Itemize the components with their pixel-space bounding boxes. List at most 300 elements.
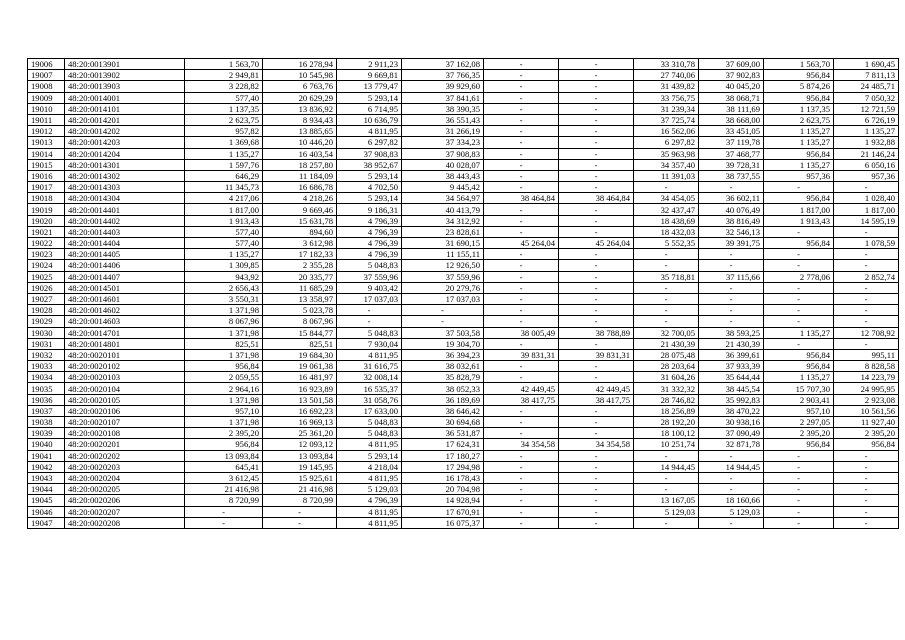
value-cell-8: 40 076,49 — [699, 204, 764, 215]
value-cell-4: 31 690,15 — [402, 238, 484, 249]
value-cell-7: 18 438,69 — [634, 215, 699, 226]
row-number-cell: 19032 — [28, 349, 65, 360]
value-cell-9: - — [764, 484, 834, 495]
value-cell-4: 36 531,87 — [402, 428, 484, 439]
value-cell-2: 10 545,98 — [263, 70, 337, 81]
cadastral-number-cell: 48:20:0020108 — [65, 428, 185, 439]
value-cell-6: - — [559, 428, 634, 439]
value-cell-9: 956,84 — [764, 361, 834, 372]
value-cell-10: 1 028,40 — [834, 193, 899, 204]
value-cell-9: - — [764, 249, 834, 260]
value-cell-5: - — [484, 316, 559, 327]
value-cell-5: - — [484, 137, 559, 148]
value-cell-2: 8 720,99 — [263, 495, 337, 506]
value-cell-1: 1 371,98 — [185, 305, 263, 316]
value-cell-7: - — [634, 293, 699, 304]
row-number-cell: 19026 — [28, 282, 65, 293]
value-cell-4: 12 926,50 — [402, 260, 484, 271]
value-cell-10: 1 135,27 — [834, 126, 899, 137]
value-cell-9: 1 135,27 — [764, 159, 834, 170]
value-cell-4: 40 028,07 — [402, 159, 484, 170]
value-cell-7: - — [634, 472, 699, 483]
row-number-cell: 19011 — [28, 114, 65, 125]
value-cell-8: - — [699, 182, 764, 193]
value-cell-4: 40 413,79 — [402, 204, 484, 215]
cadastral-number-cell: 48:20:0014402 — [65, 215, 185, 226]
value-cell-4: - — [402, 316, 484, 327]
value-cell-6: - — [559, 215, 634, 226]
table-row — [28, 249, 899, 260]
value-cell-6: - — [559, 137, 634, 148]
value-cell-3: 4 811,95 — [337, 126, 402, 137]
value-cell-4: 35 828,79 — [402, 372, 484, 383]
value-cell-7: - — [634, 260, 699, 271]
value-cell-7: - — [634, 450, 699, 461]
value-cell-3: 4 796,39 — [337, 238, 402, 249]
value-cell-10: - — [834, 495, 899, 506]
table-row — [28, 126, 899, 137]
value-cell-1: 957,10 — [185, 405, 263, 416]
value-cell-5: - — [484, 81, 559, 92]
value-cell-2: 19 684,30 — [263, 349, 337, 360]
row-number-cell: 19030 — [28, 327, 65, 338]
value-cell-4: 37 908,83 — [402, 148, 484, 159]
cadastral-number-cell: 48:20:0013903 — [65, 81, 185, 92]
value-cell-7: - — [634, 484, 699, 495]
value-cell-7: 13 167,05 — [634, 495, 699, 506]
value-cell-3: 4 811,95 — [337, 517, 402, 528]
value-cell-10: 2 852,74 — [834, 271, 899, 282]
value-cell-6: - — [559, 126, 634, 137]
value-cell-1: 825,51 — [185, 338, 263, 349]
value-cell-6: - — [559, 282, 634, 293]
value-cell-8: 37 609,00 — [699, 59, 764, 70]
value-cell-6: - — [559, 417, 634, 428]
value-cell-2: 16 923,89 — [263, 383, 337, 394]
value-cell-6: - — [559, 461, 634, 472]
value-cell-5: 39 831,31 — [484, 349, 559, 360]
value-cell-9: 1 135,27 — [764, 327, 834, 338]
value-cell-8: 32 546,13 — [699, 226, 764, 237]
value-cell-8: 38 445,54 — [699, 383, 764, 394]
value-cell-6: 34 354,58 — [559, 439, 634, 450]
value-cell-7: 6 297,82 — [634, 137, 699, 148]
value-cell-2: - — [263, 517, 337, 528]
value-cell-8: 40 045,20 — [699, 81, 764, 92]
row-number-cell: 19019 — [28, 204, 65, 215]
value-cell-6: - — [559, 182, 634, 193]
value-cell-10: - — [834, 226, 899, 237]
value-cell-5: - — [484, 506, 559, 517]
value-cell-2: 13 358,97 — [263, 293, 337, 304]
value-cell-2: 10 446,20 — [263, 137, 337, 148]
value-cell-3: 9 403,42 — [337, 282, 402, 293]
value-cell-6: - — [559, 81, 634, 92]
value-cell-5: - — [484, 372, 559, 383]
value-cell-7: 28 192,20 — [634, 417, 699, 428]
value-cell-5: - — [484, 59, 559, 70]
value-cell-9: 1 817,00 — [764, 204, 834, 215]
table-row — [28, 59, 899, 70]
row-number-cell: 19018 — [28, 193, 65, 204]
value-cell-1: 956,84 — [185, 361, 263, 372]
value-cell-1: 956,84 — [185, 439, 263, 450]
cadastral-number-cell: 48:20:0013901 — [65, 59, 185, 70]
value-cell-5: 45 264,04 — [484, 238, 559, 249]
value-cell-9: - — [764, 506, 834, 517]
row-number-cell: 19042 — [28, 461, 65, 472]
value-cell-8: 38 816,49 — [699, 215, 764, 226]
value-cell-3: 5 048,83 — [337, 417, 402, 428]
value-cell-1: 4 217,06 — [185, 193, 263, 204]
value-cell-1: 3 612,45 — [185, 472, 263, 483]
value-cell-8: 36 399,61 — [699, 349, 764, 360]
cadastral-number-cell: 48:20:0014301 — [65, 159, 185, 170]
cadastral-number-cell: 48:20:0020206 — [65, 495, 185, 506]
value-cell-8: 37 119,78 — [699, 137, 764, 148]
value-cell-8: 37 468,77 — [699, 148, 764, 159]
value-cell-7: 18 432,03 — [634, 226, 699, 237]
value-cell-8: 5 129,03 — [699, 506, 764, 517]
value-cell-1: 3 550,31 — [185, 293, 263, 304]
row-number-cell: 19021 — [28, 226, 65, 237]
value-cell-3: 5 293,14 — [337, 170, 402, 181]
table-row — [28, 114, 899, 125]
value-cell-3: 6 714,95 — [337, 103, 402, 114]
value-cell-7: 5 552,35 — [634, 238, 699, 249]
value-cell-4: 17 180,27 — [402, 450, 484, 461]
value-cell-9: 2 297,05 — [764, 417, 834, 428]
value-cell-3: 5 293,14 — [337, 92, 402, 103]
value-cell-8: - — [699, 249, 764, 260]
value-cell-9: - — [764, 226, 834, 237]
value-cell-3: 4 218,04 — [337, 461, 402, 472]
value-cell-9: 956,84 — [764, 148, 834, 159]
value-cell-5: - — [484, 249, 559, 260]
value-cell-1: 577,40 — [185, 92, 263, 103]
value-cell-2: 17 182,33 — [263, 249, 337, 260]
value-cell-7: 28 203,64 — [634, 361, 699, 372]
value-cell-6: - — [559, 148, 634, 159]
value-cell-5: - — [484, 159, 559, 170]
value-cell-4: 19 304,70 — [402, 338, 484, 349]
table-row — [28, 293, 899, 304]
value-cell-7: 35 963,98 — [634, 148, 699, 159]
value-cell-10: - — [834, 305, 899, 316]
value-cell-6: - — [559, 226, 634, 237]
value-cell-9: - — [764, 305, 834, 316]
row-number-cell: 19040 — [28, 439, 65, 450]
value-cell-6: - — [559, 159, 634, 170]
cadastral-number-cell: 48:20:0020104 — [65, 383, 185, 394]
value-cell-2: 13 501,58 — [263, 394, 337, 405]
table-row — [28, 472, 899, 483]
value-cell-4: - — [402, 305, 484, 316]
value-cell-1: 1 371,98 — [185, 394, 263, 405]
table-row — [28, 282, 899, 293]
value-cell-10: 21 146,24 — [834, 148, 899, 159]
value-cell-7: 5 129,03 — [634, 506, 699, 517]
value-cell-8: 37 115,66 — [699, 271, 764, 282]
cadastral-number-cell: 48:20:0014404 — [65, 238, 185, 249]
value-cell-7: 33 756,75 — [634, 92, 699, 103]
value-cell-1: 1 371,98 — [185, 417, 263, 428]
value-cell-1: 957,82 — [185, 126, 263, 137]
value-cell-8: - — [699, 517, 764, 528]
value-cell-2: 8 067,96 — [263, 316, 337, 327]
cadastral-number-cell: 48:20:0014204 — [65, 148, 185, 159]
value-cell-10: 6 726,19 — [834, 114, 899, 125]
value-cell-1: 1 309,85 — [185, 260, 263, 271]
value-cell-6: - — [559, 316, 634, 327]
value-cell-10: - — [834, 260, 899, 271]
cadastral-number-cell: 48:20:0020204 — [65, 472, 185, 483]
value-cell-7: - — [634, 282, 699, 293]
value-cell-3: 5 048,83 — [337, 327, 402, 338]
value-cell-9: 956,84 — [764, 238, 834, 249]
cadastral-number-cell: 48:20:0014202 — [65, 126, 185, 137]
value-cell-6: - — [559, 114, 634, 125]
table-row — [28, 260, 899, 271]
value-cell-10: - — [834, 182, 899, 193]
value-cell-5: - — [484, 260, 559, 271]
value-cell-2: 16 481,97 — [263, 372, 337, 383]
value-cell-2: 21 416,98 — [263, 484, 337, 495]
row-number-cell: 19025 — [28, 271, 65, 282]
row-number-cell: 19013 — [28, 137, 65, 148]
value-cell-2: 15 631,78 — [263, 215, 337, 226]
value-cell-2: 13 885,65 — [263, 126, 337, 137]
value-cell-4: 36 551,43 — [402, 114, 484, 125]
value-cell-3: 37 908,83 — [337, 148, 402, 159]
table-row — [28, 70, 899, 81]
value-cell-4: 17 037,03 — [402, 293, 484, 304]
value-cell-8: 38 593,25 — [699, 327, 764, 338]
value-cell-2: 16 692,23 — [263, 405, 337, 416]
value-cell-4: 38 390,35 — [402, 103, 484, 114]
value-cell-8: 37 090,49 — [699, 428, 764, 439]
value-cell-8: 37 933,39 — [699, 361, 764, 372]
value-cell-10: 12 708,92 — [834, 327, 899, 338]
value-cell-4: 34 564,97 — [402, 193, 484, 204]
value-cell-10: 1 078,59 — [834, 238, 899, 249]
value-cell-6: - — [559, 484, 634, 495]
value-cell-4: 37 503,58 — [402, 327, 484, 338]
value-cell-9: 2 903,41 — [764, 394, 834, 405]
value-cell-2: 16 278,94 — [263, 59, 337, 70]
row-number-cell: 19010 — [28, 103, 65, 114]
value-cell-6: - — [559, 249, 634, 260]
value-cell-3: 31 616,75 — [337, 361, 402, 372]
table-row — [28, 405, 899, 416]
value-cell-7: 35 718,81 — [634, 271, 699, 282]
value-cell-6: 38 417,75 — [559, 394, 634, 405]
cadastral-number-cell: 48:20:0014701 — [65, 327, 185, 338]
value-cell-1: 1 817,00 — [185, 204, 263, 215]
value-cell-4: 17 670,91 — [402, 506, 484, 517]
value-cell-2: 8 934,43 — [263, 114, 337, 125]
value-cell-4: 34 312,92 — [402, 215, 484, 226]
value-cell-1: 1 597,76 — [185, 159, 263, 170]
value-cell-9: 1 137,35 — [764, 103, 834, 114]
cadastral-number-cell: 48:20:0014203 — [65, 137, 185, 148]
cadastral-number-cell: 48:20:0014001 — [65, 92, 185, 103]
value-cell-10: 14 223,79 — [834, 372, 899, 383]
value-cell-10: - — [834, 484, 899, 495]
value-cell-9: 15 707,30 — [764, 383, 834, 394]
value-cell-5: 34 354,58 — [484, 439, 559, 450]
value-cell-7: 18 100,12 — [634, 428, 699, 439]
value-cell-6: - — [559, 260, 634, 271]
value-cell-8: 18 160,66 — [699, 495, 764, 506]
value-cell-7: 32 437,47 — [634, 204, 699, 215]
value-cell-10: 24 485,71 — [834, 81, 899, 92]
value-cell-9: - — [764, 472, 834, 483]
value-cell-1: 21 416,98 — [185, 484, 263, 495]
value-cell-5: - — [484, 305, 559, 316]
value-cell-8: 37 902,83 — [699, 70, 764, 81]
value-cell-5: - — [484, 338, 559, 349]
value-cell-10: - — [834, 338, 899, 349]
value-cell-9: 956,84 — [764, 70, 834, 81]
value-cell-5: - — [484, 226, 559, 237]
cadastral-value-table — [27, 58, 899, 529]
value-cell-3: 5 293,14 — [337, 450, 402, 461]
value-cell-5: - — [484, 103, 559, 114]
value-cell-3: 4 702,50 — [337, 182, 402, 193]
value-cell-8: 30 938,16 — [699, 417, 764, 428]
table-row — [28, 238, 899, 249]
value-cell-8: 21 430,39 — [699, 338, 764, 349]
value-cell-5: - — [484, 126, 559, 137]
table-row — [28, 159, 899, 170]
value-cell-9: - — [764, 495, 834, 506]
value-cell-1: 1 135,27 — [185, 249, 263, 260]
value-cell-4: 23 828,61 — [402, 226, 484, 237]
value-cell-5: - — [484, 417, 559, 428]
row-number-cell: 19038 — [28, 417, 65, 428]
value-cell-2: 3 612,98 — [263, 238, 337, 249]
value-cell-1: 3 228,82 — [185, 81, 263, 92]
value-cell-1: 11 345,73 — [185, 182, 263, 193]
value-cell-7: 33 310,78 — [634, 59, 699, 70]
value-cell-10: - — [834, 450, 899, 461]
value-cell-6: - — [559, 495, 634, 506]
value-cell-4: 16 178,43 — [402, 472, 484, 483]
row-number-cell: 19044 — [28, 484, 65, 495]
value-cell-8: - — [699, 484, 764, 495]
table-row — [28, 148, 899, 159]
value-cell-2: 13 836,92 — [263, 103, 337, 114]
value-cell-7: 14 944,45 — [634, 461, 699, 472]
value-cell-6: - — [559, 271, 634, 282]
value-cell-5: - — [484, 361, 559, 372]
value-cell-7: - — [634, 305, 699, 316]
value-cell-9: - — [764, 282, 834, 293]
value-cell-10: 995,11 — [834, 349, 899, 360]
value-cell-10: 14 595,19 — [834, 215, 899, 226]
value-cell-9: 957,36 — [764, 170, 834, 181]
row-number-cell: 19015 — [28, 159, 65, 170]
row-number-cell: 19037 — [28, 405, 65, 416]
value-cell-3: 4 796,39 — [337, 215, 402, 226]
cadastral-number-cell: 48:20:0014303 — [65, 182, 185, 193]
cadastral-number-cell: 48:20:0020205 — [65, 484, 185, 495]
value-cell-3: 5 048,83 — [337, 260, 402, 271]
value-cell-3: 4 811,95 — [337, 472, 402, 483]
value-cell-10: 1 817,00 — [834, 204, 899, 215]
value-cell-7: 31 439,82 — [634, 81, 699, 92]
cadastral-number-cell: 48:20:0014401 — [65, 204, 185, 215]
table-row — [28, 383, 899, 394]
table-row — [28, 305, 899, 316]
value-cell-7: 31 332,32 — [634, 383, 699, 394]
value-cell-9: - — [764, 338, 834, 349]
cadastral-number-cell: 48:20:0020208 — [65, 517, 185, 528]
value-cell-8: 35 992,83 — [699, 394, 764, 405]
table-row — [28, 182, 899, 193]
cadastral-number-cell: 48:20:0020101 — [65, 349, 185, 360]
value-cell-10: 12 721,59 — [834, 103, 899, 114]
value-cell-4: 20 279,76 — [402, 282, 484, 293]
value-cell-5: 38 464,84 — [484, 193, 559, 204]
value-cell-1: 645,41 — [185, 461, 263, 472]
value-cell-5: - — [484, 461, 559, 472]
value-cell-2: 20 335,77 — [263, 271, 337, 282]
value-cell-2: 2 355,28 — [263, 260, 337, 271]
value-cell-6: - — [559, 59, 634, 70]
table-row — [28, 81, 899, 92]
value-cell-2: 15 844,77 — [263, 327, 337, 338]
value-cell-1: 2 395,20 — [185, 428, 263, 439]
value-cell-3: 10 636,79 — [337, 114, 402, 125]
value-cell-6: - — [559, 506, 634, 517]
table-row — [28, 327, 899, 338]
value-cell-8: 38 111,69 — [699, 103, 764, 114]
cadastral-number-cell: 48:20:0014407 — [65, 271, 185, 282]
cadastral-number-cell: 48:20:0014403 — [65, 226, 185, 237]
value-cell-5: - — [484, 472, 559, 483]
value-cell-7: 10 251,74 — [634, 439, 699, 450]
cadastral-number-cell: 48:20:0014801 — [65, 338, 185, 349]
value-cell-5: - — [484, 182, 559, 193]
value-cell-3: 38 952,67 — [337, 159, 402, 170]
table-row — [28, 103, 899, 114]
value-cell-5: - — [484, 495, 559, 506]
value-cell-3: 4 796,39 — [337, 226, 402, 237]
cadastral-number-cell: 48:20:0020105 — [65, 394, 185, 405]
table-row — [28, 170, 899, 181]
value-cell-4: 30 694,68 — [402, 417, 484, 428]
table-row — [28, 461, 899, 472]
table-body — [28, 59, 899, 529]
value-cell-1: 943,92 — [185, 271, 263, 282]
value-cell-6: - — [559, 405, 634, 416]
value-cell-3: 17 037,03 — [337, 293, 402, 304]
value-cell-5: 42 449,45 — [484, 383, 559, 394]
value-cell-4: 36 394,23 — [402, 349, 484, 360]
value-cell-3: 6 297,82 — [337, 137, 402, 148]
value-cell-10: 11 927,40 — [834, 417, 899, 428]
value-cell-8: - — [699, 450, 764, 461]
value-cell-6: - — [559, 361, 634, 372]
value-cell-2: 19 145,95 — [263, 461, 337, 472]
value-cell-6: - — [559, 70, 634, 81]
value-cell-4: 17 294,98 — [402, 461, 484, 472]
value-cell-1: 646,29 — [185, 170, 263, 181]
row-number-cell: 19020 — [28, 215, 65, 226]
value-cell-6: - — [559, 293, 634, 304]
